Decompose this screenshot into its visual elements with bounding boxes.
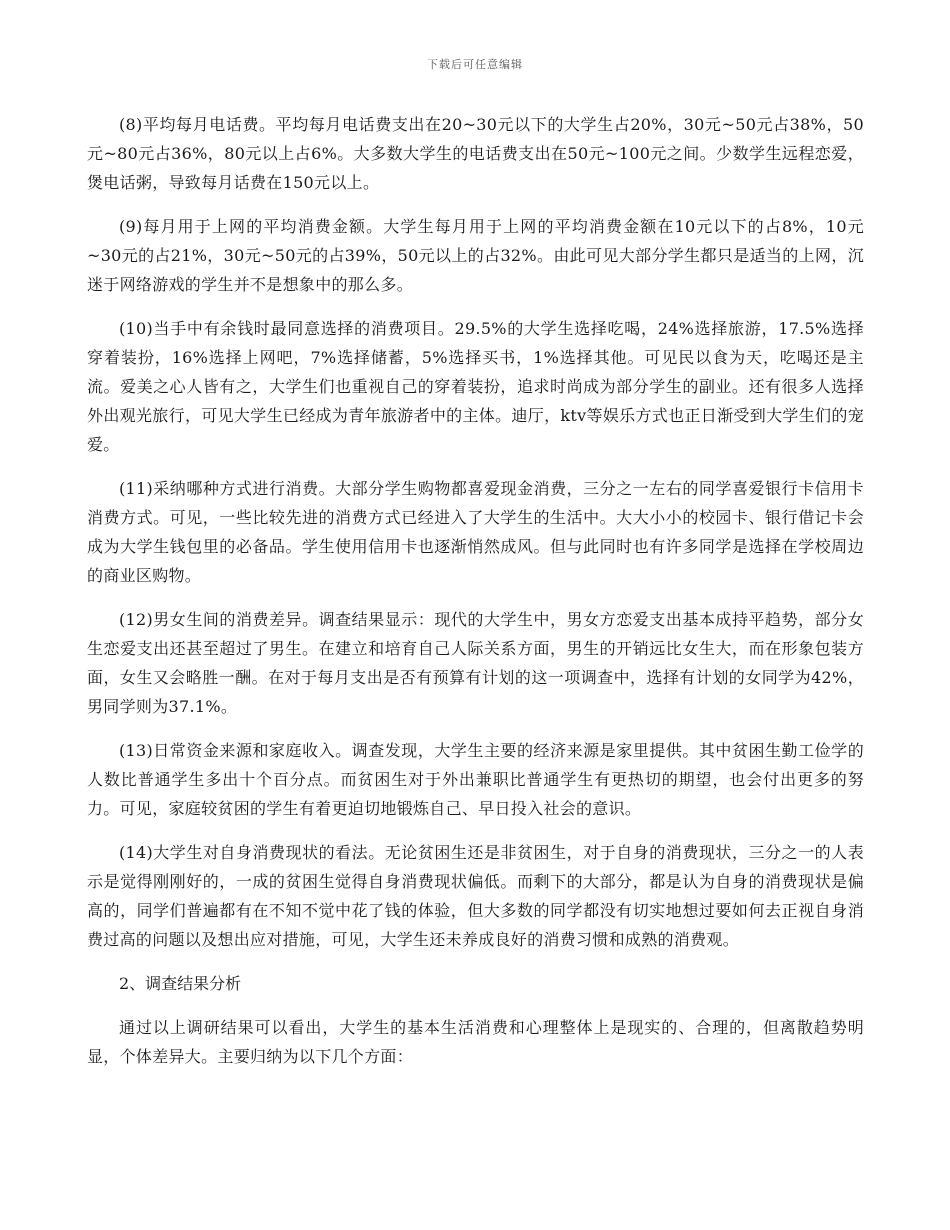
- document-body: [87, 110, 864, 1086]
- paragraph-income-source: (13)日常资金来源和家庭收入。调查发现，大学生主要的经济来源是家里提供。其中贫困生勤工俭学的人数比普通学生多出十个百分点。而贫困生对于外出兼职比普通学生有更热切的期望，也会付出更多的努力。可见，家庭较贫困的学生有着更迫切地锻炼自己、早日投入社会的意识。: [87, 741, 864, 818]
- paragraph-phone-cost: (8)平均每月电话费。平均每月电话费支出在20~30元以下的大学生占20%，30元~50元占38%，50元~80元占36%，80元以上占6%。大多数大学生的电话费支出在50元~100元之间。少数学生远程恋爱，煲电话粥，导致每月话费在150元以上。: [87, 115, 864, 192]
- paragraph-self-view: (14)大学生对自身消费现状的看法。无论贫困生还是非贫困生，对于自身的消费现状，三分之一的人表示是觉得刚刚好的，一成的贫困生觉得自身消费现状偏低。而剩下的大部分，都是认为自身的消费现状是偏高的，同学们普遍都有在不知不觉中花了钱的体验，但大多数的同学都没有切实地想过要如何去正视自身消费过高的问题以及想出应对措施，可见，大学生还未养成良好的消费习惯和成熟的消费观。: [87, 843, 864, 949]
- paragraph-conclusion: 通过以上调研结果可以看出，大学生的基本生活消费和心理整体上是现实的、合理的，但离散趋势明显，个体差异大。主要归纳为以下几个方面：: [87, 1018, 864, 1066]
- section-heading: 2、调查结果分析: [119, 974, 242, 993]
- page-header: 下载后可任意编辑: [427, 58, 523, 71]
- paragraph-gender-difference: (12)男女生间的消费差异。调查结果显示：现代的大学生中，男女方恋爱支出基本成持平趋势，部分女生恋爱支出还甚至超过了男生。在建立和培育自己人际关系方面，男生的开销远比女生大，而在形象包装方面，女生又会略胜一酬。在对于每月支出是否有预算有计划的这一项调查中，选择有计划的女同学为42%，男同学则为37.1%。: [87, 610, 864, 716]
- paragraph-internet-cost: (9)每月用于上网的平均消费金额。大学生每月用于上网的平均消费金额在10元以下的占8%，10元~30元的占21%，30元~50元的占39%，50元以上的占32%。由此可见大部分学生都只是适当的上网，沉迷于网络游戏的学生并不是想象中的那么多。: [87, 217, 864, 294]
- paragraph-spare-money: (10)当手中有余钱时最同意选择的消费项目。29.5%的大学生选择吃喝，24%选择旅游，17.5%选择穿着装扮，16%选择上网吧，7%选择储蓄，5%选择买书，1%选择其他。可见民以食为天，吃喝还是主流。爱美之心人皆有之，大学生们也重视自己的穿着装扮，追求时尚成为部分学生的副业。还有很多人选择外出观光旅行，可见大学生已经成为青年旅游者中的主体。迪厅，ktv等娱乐方式也正日渐受到大学生们的宠爱。: [87, 319, 864, 454]
- paragraph-payment-method: (11)采纳哪种方式进行消费。大部分学生购物都喜爱现金消费，三分之一左右的同学喜爱银行卡信用卡消费方式。可见，一些比较先进的消费方式已经进入了大学生的生活中。大大小小的校园卡、银行借记卡会成为大学生钱包里的必备品。学生使用信用卡也逐渐悄然成风。但与此同时也有许多同学是选择在学校周边的商业区购物。: [87, 479, 864, 585]
